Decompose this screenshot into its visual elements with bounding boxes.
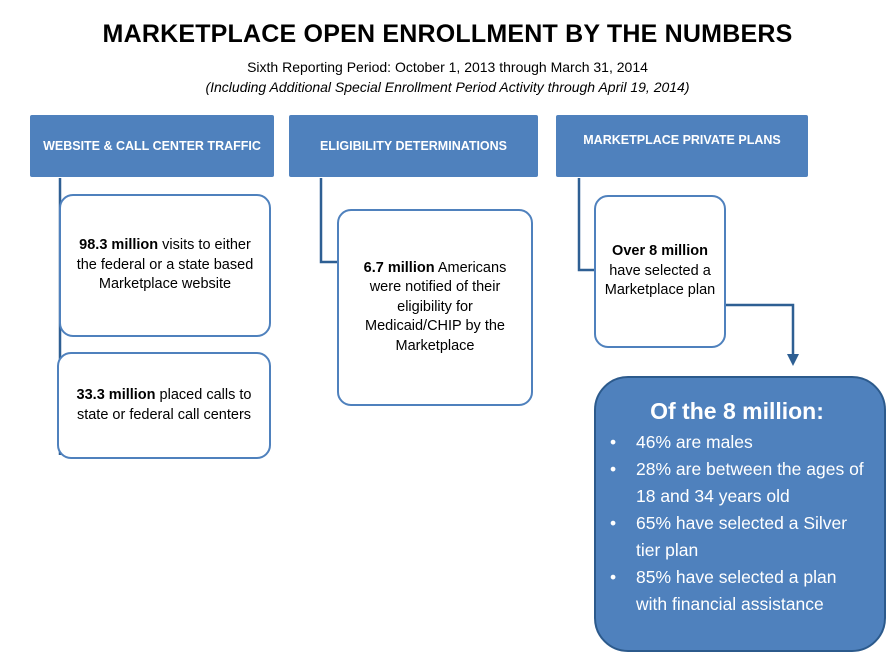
website-visits-value: 98.3 million bbox=[79, 237, 159, 254]
breakdown-item-text: 28% are between the ages of 18 and 34 years old bbox=[636, 459, 864, 506]
header-private-plans: MARKETPLACE PRIVATE PLANS bbox=[556, 115, 808, 177]
call-center-value: 33.3 million bbox=[76, 386, 156, 403]
bullet-icon: • bbox=[610, 432, 617, 452]
breakdown-item bbox=[608, 564, 866, 618]
connector-eligibility bbox=[321, 178, 338, 262]
connector-arrow bbox=[725, 305, 793, 360]
reporting-period: Sixth Reporting Period: October 1, 2013 through March 31, 2014 bbox=[247, 59, 648, 75]
header-eligibility: ELIGIBILITY DETERMINATIONS bbox=[289, 115, 538, 177]
breakdown-box bbox=[594, 376, 886, 652]
bullet-icon: • bbox=[610, 459, 617, 479]
breakdown-item-text: 65% have selected a Silver tier plan bbox=[636, 513, 848, 560]
private-plans-value: Over 8 million bbox=[612, 243, 708, 260]
private-plans-box bbox=[594, 195, 726, 348]
header-website-traffic: WEBSITE & CALL CENTER TRAFFIC bbox=[30, 115, 274, 177]
call-center-box bbox=[57, 352, 271, 459]
reporting-note: (Including Additional Special Enrollment Period Activity through April 19, 2014) bbox=[205, 79, 690, 95]
page-title: MARKETPLACE OPEN ENROLLMENT BY THE NUMBERS bbox=[102, 20, 793, 48]
breakdown-item bbox=[608, 429, 866, 456]
eligibility-text: Americans were notified of their eligibility for Medicaid/CHIP by the Marketplace bbox=[365, 259, 507, 354]
eligibility-value: 6.7 million bbox=[363, 259, 435, 276]
private-plans-text: have selected a Marketplace plan bbox=[604, 262, 716, 299]
call-center-text: placed calls to state or federal call centers bbox=[76, 386, 252, 423]
bullet-icon: • bbox=[610, 513, 617, 533]
website-visits-box bbox=[59, 194, 271, 337]
eligibility-box bbox=[337, 209, 533, 406]
breakdown-list bbox=[608, 429, 866, 618]
website-visits-text: visits to either the federal or a state based Marketplace website bbox=[76, 237, 254, 293]
breakdown-item-text: 85% have selected a plan with financial assistance bbox=[636, 567, 837, 614]
breakdown-item-text: 46% are males bbox=[636, 432, 753, 452]
breakdown-item bbox=[608, 456, 866, 510]
breakdown-item bbox=[608, 510, 866, 564]
breakdown-title: Of the 8 million: bbox=[650, 398, 824, 424]
bullet-icon: • bbox=[610, 567, 617, 587]
